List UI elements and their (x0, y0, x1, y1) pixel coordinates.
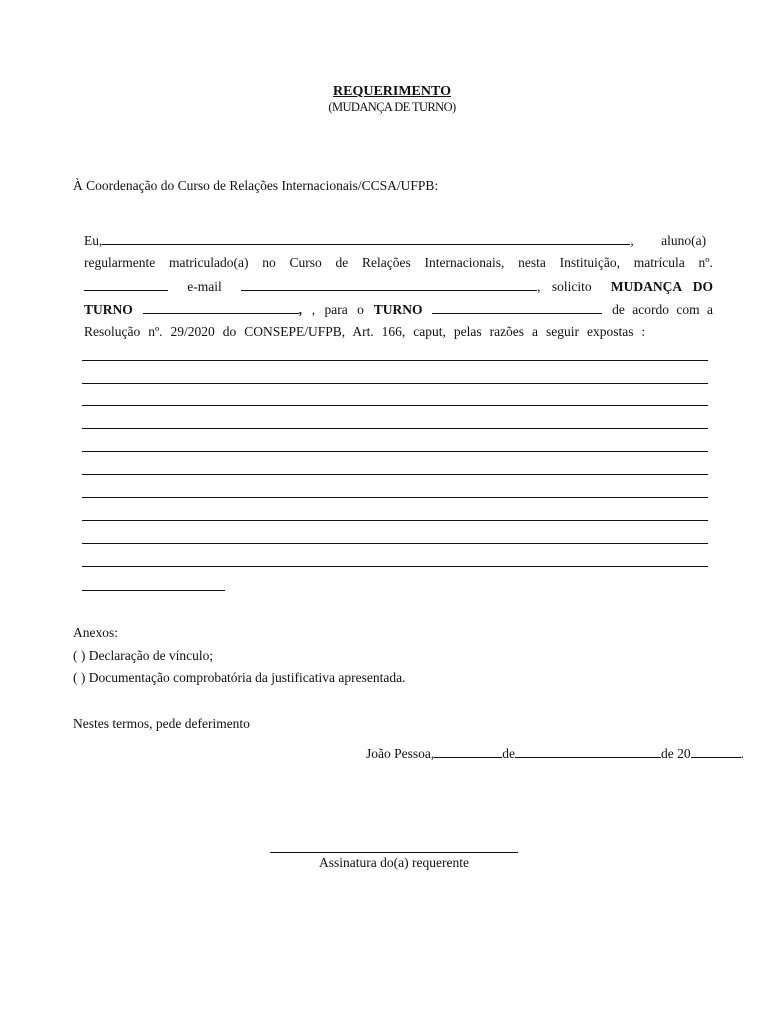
turno-label: TURNO (84, 302, 133, 317)
month-blank[interactable] (515, 745, 661, 758)
period: . (740, 746, 744, 761)
document-title: REQUERIMENTO (333, 84, 451, 99)
word: nesta (518, 255, 546, 270)
turno2-label: TURNO (373, 302, 423, 317)
closing-text: Nestes termos, pede deferimento (73, 716, 250, 731)
word: regularmente (84, 255, 156, 270)
reason-line[interactable] (82, 428, 708, 429)
body-line-2 (84, 255, 713, 275)
matricula-blank[interactable] (84, 278, 168, 291)
document-subtitle: (MUDANÇA DE TURNO) (328, 100, 456, 114)
reason-line[interactable] (82, 520, 708, 521)
word: de (335, 255, 349, 270)
para-o-text: , para o (311, 302, 364, 317)
acordo-text: de acordo com a (612, 302, 713, 317)
de-text: de (502, 746, 515, 761)
reason-line[interactable] (82, 497, 708, 498)
word: Instituição, (559, 255, 621, 270)
body-line-1 (84, 232, 713, 252)
word: matrícula (633, 255, 685, 270)
de-20-text: de 20 (661, 746, 691, 761)
annex-item-declaracao[interactable]: ( ) Declaração de vínculo; (73, 648, 214, 663)
reason-line-short[interactable] (82, 590, 225, 591)
word: Internacionais, (424, 255, 505, 270)
current-turno-blank[interactable] (143, 301, 299, 314)
day-blank[interactable] (434, 745, 502, 758)
email-label: e-mail (187, 279, 222, 294)
solicito-text: , solicito (537, 279, 592, 294)
reason-line[interactable] (82, 474, 708, 475)
email-blank[interactable] (241, 278, 537, 291)
body-line-5: Resolução nº. 29/2020 do CONSEPE/UFPB, Art. 166, caput, pelas razões a seguir expostas : (84, 324, 646, 339)
reason-line[interactable] (82, 566, 708, 567)
body-line-3 (84, 278, 713, 298)
body-line-4 (84, 301, 713, 321)
word: matriculado(a) (168, 255, 249, 270)
mudanca-text: MUDANÇA DO (610, 279, 713, 294)
reason-line[interactable] (82, 451, 708, 452)
annexes-heading: Anexos: (73, 625, 118, 640)
eu-text: Eu, (84, 233, 103, 248)
reason-line[interactable] (82, 405, 708, 406)
word: no (262, 255, 276, 270)
reason-line[interactable] (82, 383, 708, 384)
addressee: À Coordenação do Curso de Relações Internacionais/CCSA/UFPB: (73, 178, 439, 193)
comma: , (298, 302, 302, 317)
name-blank[interactable] (102, 232, 630, 245)
aluno-text: , aluno(a) (630, 233, 707, 248)
annex-item-documentacao[interactable]: ( ) Documentação comprobatória da justificativa apresentada. (73, 670, 406, 685)
date-line (366, 745, 744, 762)
word: nº. (698, 255, 713, 270)
new-turno-blank[interactable] (432, 301, 602, 314)
word: Relações (362, 255, 411, 270)
reason-line[interactable] (82, 360, 708, 361)
reason-line[interactable] (82, 543, 708, 544)
signature-label: Assinatura do(a) requerente (319, 855, 469, 870)
city-text: João Pessoa, (366, 746, 435, 761)
word: Curso (289, 255, 322, 270)
year-blank[interactable] (691, 745, 741, 758)
signature-line[interactable] (270, 852, 518, 853)
